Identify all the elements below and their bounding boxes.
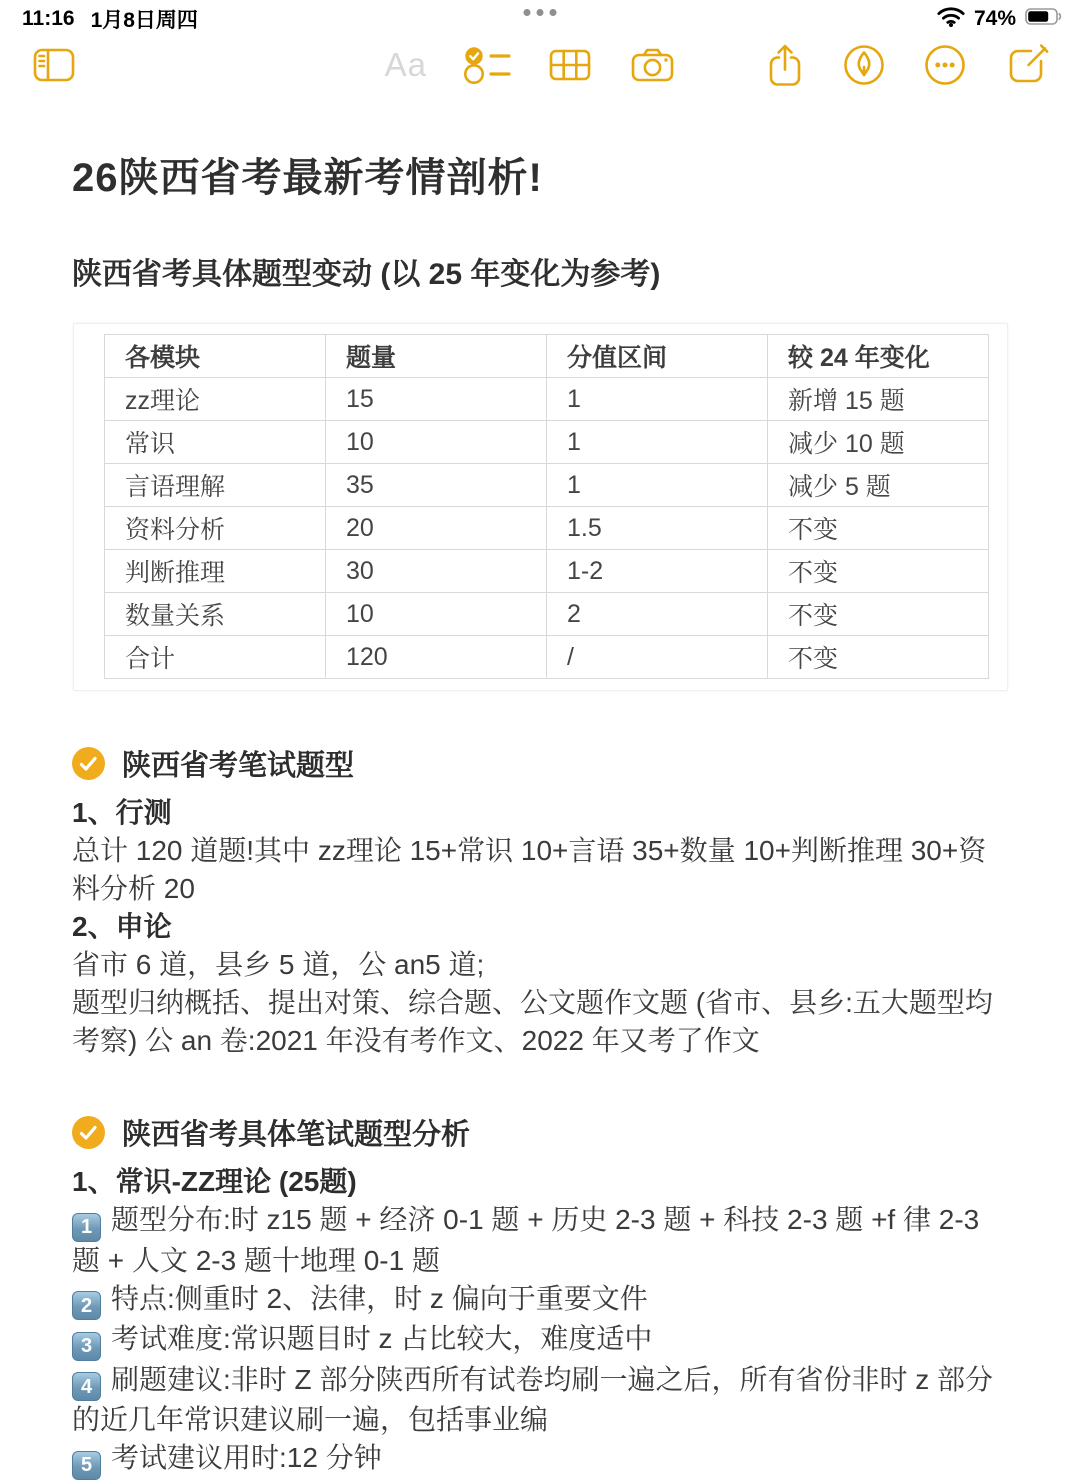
exam-table-body [105, 378, 989, 679]
exam-table-head [105, 335, 989, 378]
table-cell: 1 [547, 464, 768, 507]
section-heading-text: 陕西省考笔试题型 [122, 750, 355, 782]
tip-text: 题型分布:时 z15 题 + 经济 0-1 题 + 历史 2-3 题 + 科技 2-3 题 +f 律 2-3 题 + 人文 2-3 题十地理 0-1 题 [72, 1204, 980, 1276]
numbered-tip-line [72, 1320, 1008, 1361]
table-row [105, 550, 989, 593]
checklist-icon[interactable] [464, 45, 511, 85]
table-cell: 减少 10 题 [768, 421, 989, 464]
sidebar-toggle-icon[interactable] [32, 45, 76, 85]
wifi-icon [937, 6, 965, 33]
format-text-label: Aa [384, 46, 427, 83]
check-section-heading [72, 743, 1008, 784]
table-header-row [105, 335, 989, 378]
table-cell: 20 [326, 507, 547, 550]
table-cell: 1.5 [547, 507, 768, 550]
table-cell: 不变 [768, 550, 989, 593]
more-icon[interactable] [923, 43, 967, 87]
table-header-cell: 分值区间 [547, 335, 768, 378]
numbered-tip-line [72, 1439, 1008, 1480]
table-cell: 30 [326, 550, 547, 593]
status-left [22, 4, 198, 34]
camera-icon[interactable] [629, 45, 676, 85]
battery-percent: 74% [973, 7, 1016, 30]
table-cell: 不变 [768, 593, 989, 636]
tip-text: 刷题建议:非时 Z 部分陕西所有试卷均刷一遍之后，所有省份非时 z 部分的近几年常识建议刷一遍，包括事业编 [72, 1363, 994, 1435]
table-cell: 15 [326, 378, 547, 421]
table-cell: 1-2 [547, 550, 768, 593]
numbered-tip-line [72, 1280, 1008, 1321]
status-bar [0, 0, 1080, 32]
table-cell: 言语理解 [105, 464, 326, 507]
table-cell: / [547, 636, 768, 679]
table-header-cell: 各模块 [105, 335, 326, 378]
table-row [105, 421, 989, 464]
number-keycap-badge: 3 [72, 1332, 101, 1361]
body-subheading: 1、常识-ZZ理论 (25题) [72, 1166, 357, 1197]
note-subtitle: 陕西省考具体题型变动 (以 25 年变化为参考) [72, 258, 661, 291]
table-cell: 资料分析 [105, 507, 326, 550]
compose-icon[interactable] [1004, 42, 1050, 88]
note-content [0, 146, 1080, 1480]
tip-text: 考试建议用时:12 分钟 [111, 1442, 382, 1473]
table-attachment[interactable] [73, 323, 1008, 691]
table-cell: 判断推理 [105, 550, 326, 593]
table-cell: 减少 5 题 [768, 464, 989, 507]
table-cell: 120 [326, 636, 547, 679]
number-keycap-badge: 1 [72, 1213, 101, 1242]
format-text-button[interactable] [385, 46, 427, 84]
table-icon[interactable] [548, 45, 592, 85]
note-title: 26陕西省考最新考情剖析! [72, 156, 543, 200]
table-cell: 不变 [768, 507, 989, 550]
table-cell: zz理论 [105, 378, 326, 421]
table-row [105, 593, 989, 636]
clock-time: 11:16 [22, 7, 75, 30]
body-line: 总计 120 道题!其中 zz理论 15+常识 10+言语 35+数量 10+判断推理 30+资料分析 20 [72, 835, 987, 904]
check-section-heading [72, 1112, 1008, 1153]
notes-toolbar [0, 32, 1080, 94]
checkmark-bullet-icon [72, 1116, 105, 1149]
table-row [105, 464, 989, 507]
toolbar-right-group [385, 42, 1050, 88]
table-cell: 不变 [768, 636, 989, 679]
exam-table [104, 334, 989, 679]
tip-text: 考试难度:常识题目时 z 占比较大，难度适中 [111, 1323, 653, 1354]
note-body [72, 743, 1008, 1480]
table-cell: 常识 [105, 421, 326, 464]
number-keycap-badge: 5 [72, 1451, 101, 1480]
table-cell: 2 [547, 593, 768, 636]
multitasking-indicator-icon[interactable] [524, 9, 557, 16]
table-cell: 1 [547, 378, 768, 421]
table-cell: 数量关系 [105, 593, 326, 636]
checkmark-bullet-icon [72, 747, 105, 780]
tip-text: 特点:侧重时 2、法律，时 z 偏向于重要文件 [111, 1282, 648, 1314]
table-cell: 合计 [105, 636, 326, 679]
share-icon[interactable] [765, 42, 805, 88]
clock-date: 1月8日周四 [90, 9, 198, 32]
body-subheading: 2、申论 [72, 911, 172, 942]
table-cell: 10 [326, 421, 547, 464]
body-subheading: 1、行测 [72, 797, 172, 828]
table-row [105, 378, 989, 421]
body-line: 省市 6 道，县乡 5 道，公 an5 道; [72, 949, 485, 980]
number-keycap-badge: 4 [72, 1372, 101, 1401]
battery-icon [1025, 7, 1062, 31]
table-header-cell: 题量 [326, 335, 547, 378]
table-cell: 新增 15 题 [768, 378, 989, 421]
table-cell: 10 [326, 593, 547, 636]
table-header-cell: 较 24 年变化 [768, 335, 989, 378]
body-line: 题型归纳概括、提出对策、综合题、公文题作文题 (省市、县乡:五大题型均考察) 公 an 卷:2021 年没有考作文、2022 年又考了作文 [72, 987, 993, 1056]
numbered-tip-line [72, 1201, 1008, 1280]
table-cell: 35 [326, 464, 547, 507]
table-row [105, 507, 989, 550]
table-row [105, 636, 989, 679]
status-right [937, 6, 1062, 33]
section-heading-text: 陕西省考具体笔试题型分析 [122, 1119, 471, 1151]
numbered-tip-line [72, 1361, 1008, 1440]
markup-icon[interactable] [842, 43, 886, 87]
number-keycap-badge: 2 [72, 1291, 101, 1320]
table-cell: 1 [547, 421, 768, 464]
